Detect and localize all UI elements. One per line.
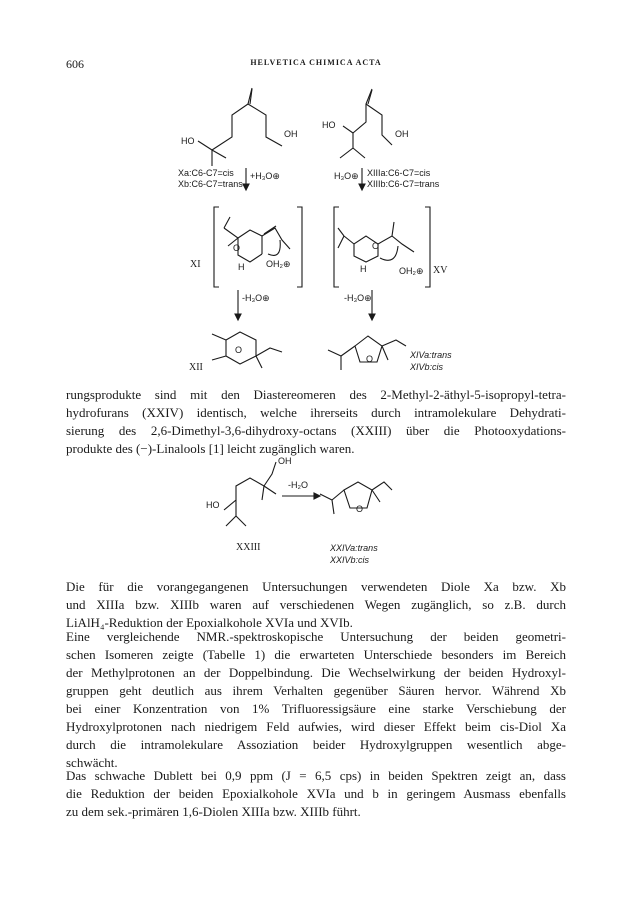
text-line: rungsprodukte sind mit den Diastereomeren des 2-Methyl-2-äthyl-5-isopropyl-tetra-	[66, 387, 566, 402]
ring-oxygen: O	[372, 241, 380, 251]
elimination-reagent-left: -H₃O⊕	[242, 293, 270, 303]
compound-label-xiiia: XIIIa:C6-C7=cis	[367, 168, 431, 178]
compound-label-xiva: XIVa:trans	[410, 350, 452, 360]
compound-label-xxiii: XXIII	[236, 542, 261, 553]
proton-label: H	[360, 264, 367, 274]
ring-oxygen: O	[233, 243, 241, 253]
text-line: Das schwache Dublett bei 0,9 ppm (J = 6,5 cps) in beiden Spektren zeigt an, dass	[66, 768, 566, 783]
compound-label-xv: XV	[433, 265, 448, 276]
ring-oxygen: O	[356, 504, 364, 514]
product-xxiv	[320, 482, 392, 565]
oh-label: OH	[395, 129, 409, 139]
ring-oxygen: O	[235, 345, 243, 355]
body-paragraph-4	[66, 767, 566, 821]
acid-reagent-left: +H₃O⊕	[250, 171, 280, 181]
page-number: 606	[66, 57, 84, 71]
text-line: sierung des 2,6-Dimethyl-3,6-dihydroxy-octans (XXIII) über die Photooxydations-	[66, 423, 566, 438]
compound-label-xii: XII	[189, 362, 203, 373]
oh-label: OH	[284, 129, 298, 139]
ho-label: HO	[322, 120, 336, 130]
text-line: produkte des (−)-Linalools [1] leicht zugänglich waren.	[66, 441, 355, 456]
text-line: bei einer Konzentration von 1% Trifluoressigsäure eine starke Verschiebung der	[66, 701, 566, 716]
compound-label-xb: Xb:C6-C7=trans	[178, 179, 243, 189]
text-line: schwächt.	[66, 755, 118, 770]
structure-diol-xxiii	[206, 456, 292, 553]
leaving-group-label: OH₂⊕	[399, 266, 424, 276]
text-line: Die für die vorangegangenen Untersuchungen verwendeten Diole Xa bzw. Xb	[66, 579, 566, 594]
compound-label-xa: Xa:C6-C7=cis	[178, 168, 234, 178]
ho-label: HO	[181, 136, 195, 146]
elimination-reagent-right: -H₃O⊕	[344, 293, 372, 303]
text-line: Hydroxylprotonen nach niedrigem Feld aufwies, wird dieser Effekt beim cis-Diol Xa	[66, 719, 566, 734]
text-line: zu dem sek.-primären 1,6-Diolen XIIIa bzw. XIIIb führt.	[66, 804, 361, 819]
ho-label: HO	[206, 500, 220, 510]
compound-label-xxiva: XXIVa:trans	[330, 543, 378, 553]
text-line: und XIIIa bzw. XIIIb waren auf verschiedenen Wegen zugänglich, so z.B. durch	[66, 597, 566, 612]
body-paragraph-2	[66, 578, 566, 632]
body-paragraph-3	[66, 628, 566, 772]
text-line: durch die intramolekulare Assoziation beider Hydroxylgruppen wesentlich abge-	[66, 737, 566, 752]
proton-label: H	[238, 262, 245, 272]
text-line: gruppen geht deutlich aus ihrem Verhalten gegenüber Säuren hervor. Während Xb	[66, 683, 566, 698]
oh-label: OH	[278, 456, 292, 466]
text-line: Eine vergleichende NMR.-spektroskopische Untersuchung der beiden geometri-	[66, 629, 566, 644]
leaving-group-label: OH₂⊕	[266, 259, 291, 269]
journal-title: HELVETICA CHIMICA ACTA	[250, 58, 382, 67]
text-line: der Methylprotonen an der Doppelbindung. Die Wechselwirkung der beiden Hydroxyl-	[66, 665, 566, 680]
compound-label-xivb: XIVb:cis	[410, 362, 444, 372]
text-line: schen Isomeren zeigte (Tabelle 1) die erwarteten Unterschiede besonders im Bereich	[66, 647, 566, 662]
compound-label-xxivb: XXIVb:cis	[330, 555, 370, 565]
acid-reagent-right: H₃O⊕	[334, 171, 359, 181]
compound-label-xi: XI	[190, 259, 201, 270]
text-line: LiAlH₄-Reduktion der Epoxialkohole XVIa und XVIb.	[66, 615, 353, 630]
compound-label-xiiib: XIIIb:C6-C7=trans	[367, 179, 440, 189]
dehydration-reagent: -H₂O	[288, 480, 308, 490]
text-line: die Reduktion der beiden Epoxialkohole XVIa und b in geringem Ausmass ebenfalls	[66, 786, 566, 801]
text-line: hydrofurans (XXIV) identisch, welche ihrerseits durch intramolekulare Dehydrati-	[66, 405, 566, 420]
ring-oxygen: O	[366, 354, 374, 364]
